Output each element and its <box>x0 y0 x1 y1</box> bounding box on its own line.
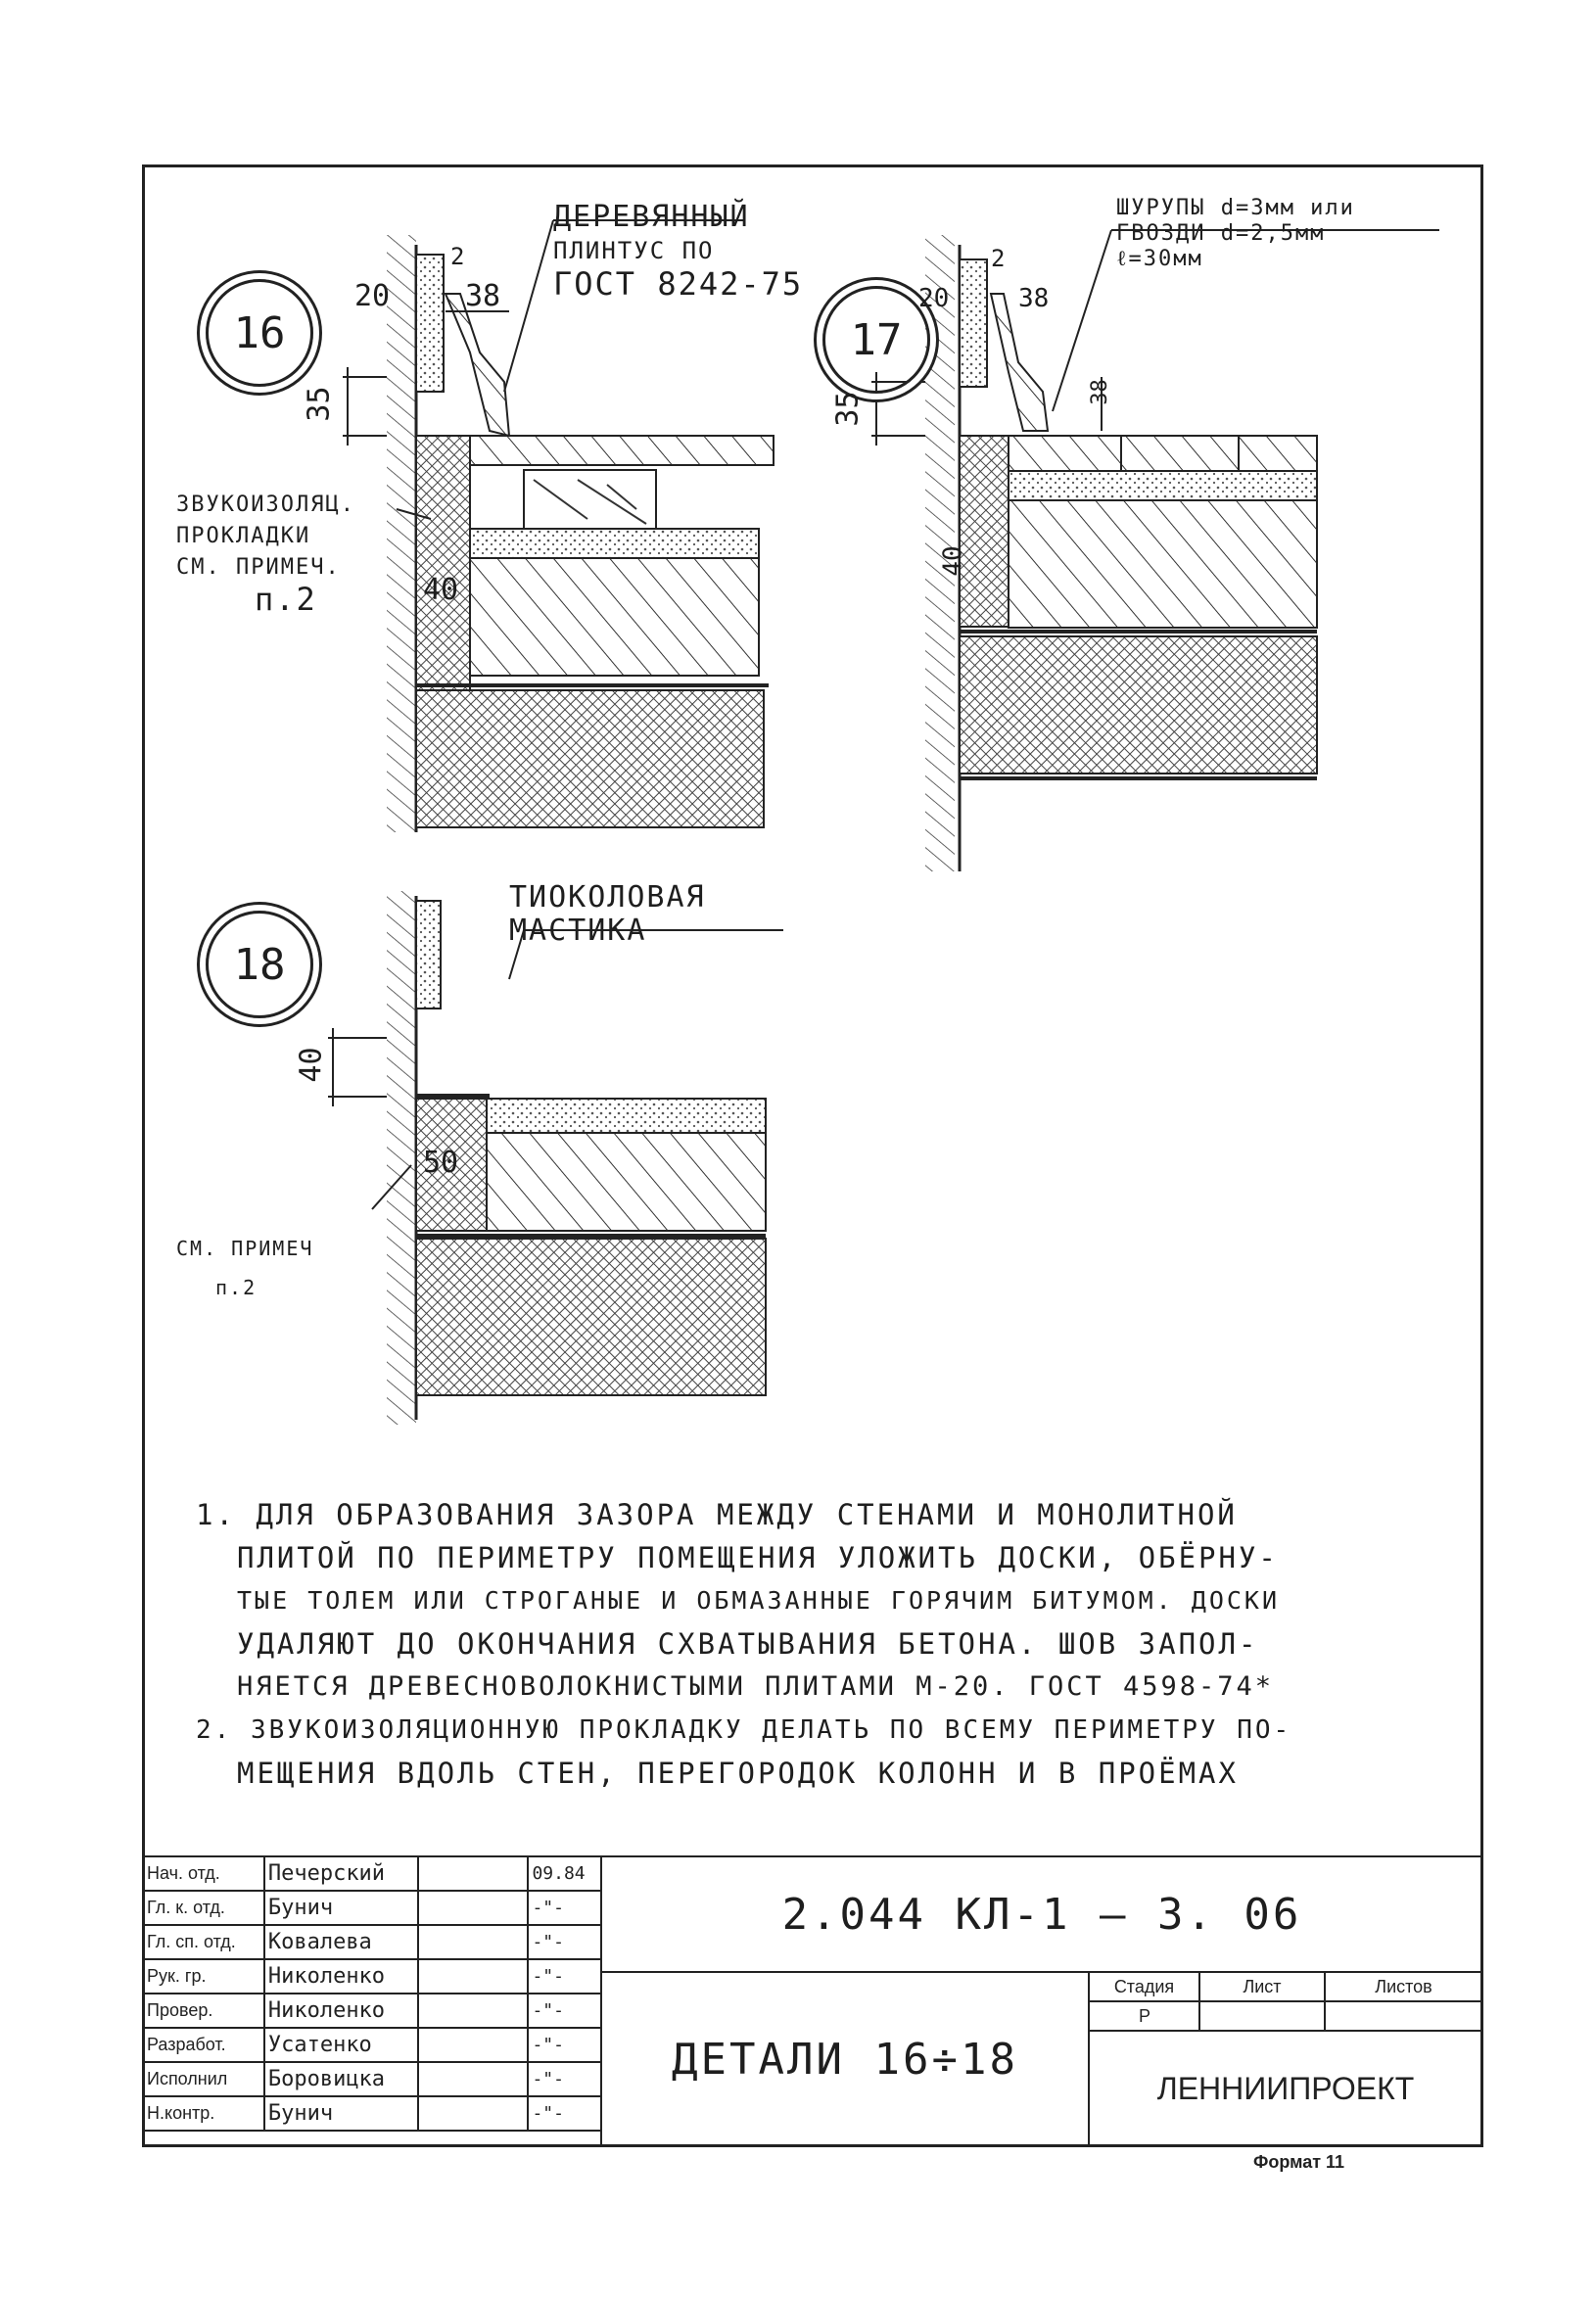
signature-role-cell: Исполнил <box>143 2062 264 2096</box>
signature-date-cell: -"- <box>528 2096 601 2131</box>
signature-row <box>143 1856 601 1891</box>
detail-18-marker <box>206 911 313 1018</box>
d16-dim-a: 20 <box>354 279 391 313</box>
d16-insulation-line3: СМ. ПРИМЕЧ. <box>176 555 341 580</box>
sheets-header <box>1324 1971 1483 2002</box>
d17-screw-line1: ШУРУПЫ d=3мм или <box>1116 196 1355 220</box>
signature-signature-cell <box>418 1891 529 1925</box>
signature-name-cell: Николенко <box>264 1959 418 1994</box>
d16-dim-c: 38 <box>465 279 501 313</box>
signature-signature-cell <box>418 1925 529 1959</box>
signature-name-cell: Печерский <box>264 1856 418 1891</box>
drawing-title: ДЕТАЛИ 16÷18 <box>672 2034 1018 2085</box>
d17-screw-line3: ℓ=30мм <box>1116 247 1203 271</box>
drawing-title-box <box>600 1971 1090 2147</box>
note-line: НЯЕТСЯ ДРЕВЕСНОВОЛОКНИСТЫМИ ПЛИТАМИ М-20. ГОСТ 4598-74* <box>237 1671 1275 1702</box>
signature-row <box>143 2062 601 2096</box>
d17-dim-d: 35 <box>830 391 866 427</box>
signature-name-cell: Николенко <box>264 1994 418 2028</box>
signature-name-cell: Боровицка <box>264 2062 418 2096</box>
note-line: ПЛИТОЙ ПО ПЕРИМЕТРУ ПОМЕЩЕНИЯ УЛОЖИТЬ ДОСКИ, ОБЁРНУ- <box>237 1541 1279 1574</box>
signature-row <box>143 1891 601 1925</box>
signature-signature-cell <box>418 1959 529 1994</box>
d17-dim-a: 20 <box>918 284 950 313</box>
signature-name-cell: Ковалева <box>264 1925 418 1959</box>
signature-date-cell: -"- <box>528 1959 601 1994</box>
title-block <box>142 1855 1483 2147</box>
signature-role-cell: Н.контр. <box>143 2096 264 2131</box>
signature-signature-cell <box>418 2096 529 2131</box>
sheet-header <box>1198 1971 1326 2002</box>
stage-header <box>1088 1971 1200 2002</box>
signature-signature-cell <box>418 2028 529 2062</box>
d18-insulation-line1: СМ. ПРИМЕЧ <box>176 1237 314 1260</box>
signature-date-cell: -"- <box>528 1891 601 1925</box>
d16-plinth-line3: ГОСТ 8242-75 <box>553 265 804 303</box>
drawing-code-box <box>600 1855 1483 1973</box>
signature-row <box>143 1959 601 1994</box>
stage-header-text: Стадия <box>1113 1976 1175 1996</box>
signature-role-cell: Нач. отд. <box>143 1856 264 1891</box>
d18-mastic-line2: МАСТИКА <box>509 914 647 948</box>
d17-screw-line2: ГВОЗДИ d=2,5мм <box>1116 221 1326 246</box>
d16-insulation-callout <box>176 490 355 618</box>
stage-value: Р <box>1139 2005 1151 2026</box>
signature-date-cell: -"- <box>528 1925 601 1959</box>
d16-insulation-line1: ЗВУКОИЗОЛЯЦ. <box>176 493 355 517</box>
signature-name-cell: Бунич <box>264 2096 418 2131</box>
d16-plinth-callout <box>553 201 803 301</box>
d17-dim-b: 2 <box>991 245 1006 272</box>
notes-block <box>196 1493 1400 1795</box>
detail-16-section <box>343 220 774 832</box>
note-line: 1. ДЛЯ ОБРАЗОВАНИЯ ЗАЗОРА МЕЖДУ СТЕНАМИ И МОНОЛИТНОЙ <box>196 1498 1238 1531</box>
d16-dim-d: 35 <box>302 386 337 422</box>
organization-box <box>1088 2030 1483 2147</box>
note-line: УДАЛЯЮТ ДО ОКОНЧАНИЯ СХВАТЫВАНИЯ БЕТОНА. ШОВ ЗАПОЛ- <box>237 1627 1259 1661</box>
note-line: МЕЩЕНИЯ ВДОЛЬ СТЕН, ПЕРЕГОРОДОК КОЛОНН И В ПРОЁМАХ <box>237 1757 1239 1790</box>
signature-name-cell: Усатенко <box>264 2028 418 2062</box>
sheets-cell <box>1324 2000 1483 2032</box>
d17-dim-e: 40 <box>938 545 968 577</box>
d18-insulation-line2: п.2 <box>215 1276 258 1299</box>
d18-mastic-line1: ТИОКОЛОВАЯ <box>509 880 706 915</box>
sheet-cell <box>1198 2000 1326 2032</box>
d16-dim-e: 40 <box>423 573 459 607</box>
detail-17-number: 17 <box>850 314 903 365</box>
d18-mastic-callout <box>509 881 706 948</box>
signature-row <box>143 1994 601 2028</box>
note-line: ТЫЕ ТОЛЕМ ИЛИ СТРОГАНЫЕ И ОБМАЗАННЫЕ ГОРЯЧИМ БИТУМОМ. ДОСКИ <box>237 1586 1281 1615</box>
stage-cell <box>1088 2000 1200 2032</box>
signature-row <box>143 2028 601 2062</box>
d16-insulation-line4: п.2 <box>255 581 317 618</box>
signature-role-cell: Провер. <box>143 1994 264 2028</box>
signature-date-cell: -"- <box>528 2062 601 2096</box>
sheets-header-text: Листов <box>1375 1976 1432 1996</box>
d16-plinth-line2: ПЛИНТУС ПО <box>553 237 715 264</box>
detail-18-section <box>328 891 783 1425</box>
format-label: Формат 11 <box>1253 2152 1345 2172</box>
d17-screw-callout <box>1116 196 1355 272</box>
signature-name-cell: Бунич <box>264 1891 418 1925</box>
signature-signature-cell <box>418 1994 529 2028</box>
detail-18-number: 18 <box>233 939 286 990</box>
d18-dim-d: 40 <box>294 1047 329 1083</box>
signature-date-cell: -"- <box>528 1994 601 2028</box>
signature-date-cell: 09.84 <box>528 1856 601 1891</box>
signature-role-cell: Рук. гр. <box>143 1959 264 1994</box>
signature-row <box>143 1925 601 1959</box>
signature-signature-cell <box>418 2062 529 2096</box>
d16-plinth-line1: ДЕРЕВЯННЫЙ <box>553 200 750 234</box>
sheet-header-text: Лист <box>1243 1976 1282 1996</box>
d17-dim-f: 38 <box>1087 379 1112 405</box>
signature-role-cell: Гл. сп. отд. <box>143 1925 264 1959</box>
organization-name: ЛЕННИИПРОЕКТ <box>1156 2070 1415 2106</box>
detail-16-marker <box>206 279 313 387</box>
note-line: 2. ЗВУКОИЗОЛЯЦИОННУЮ ПРОКЛАДКУ ДЕЛАТЬ ПО ВСЕМУ ПЕРИМЕТРУ ПО- <box>196 1715 1292 1745</box>
drawing-code: 2.044 КЛ-1 — 3. 06 <box>781 1889 1302 1940</box>
detail-16-number: 16 <box>233 307 286 358</box>
d17-dim-c: 38 <box>1018 284 1050 313</box>
signatures-table <box>142 1855 602 2132</box>
d16-dim-b: 2 <box>450 243 465 270</box>
signature-signature-cell <box>418 1856 529 1891</box>
detail-17-marker <box>822 286 930 394</box>
d18-dim-e: 50 <box>423 1146 459 1180</box>
d18-insulation-callout <box>176 1229 313 1307</box>
d16-insulation-line2: ПРОКЛАДКИ <box>176 524 311 548</box>
signature-role-cell: Гл. к. отд. <box>143 1891 264 1925</box>
signature-role-cell: Разработ. <box>143 2028 264 2062</box>
signature-date-cell: -"- <box>528 2028 601 2062</box>
signature-row <box>143 2096 601 2131</box>
